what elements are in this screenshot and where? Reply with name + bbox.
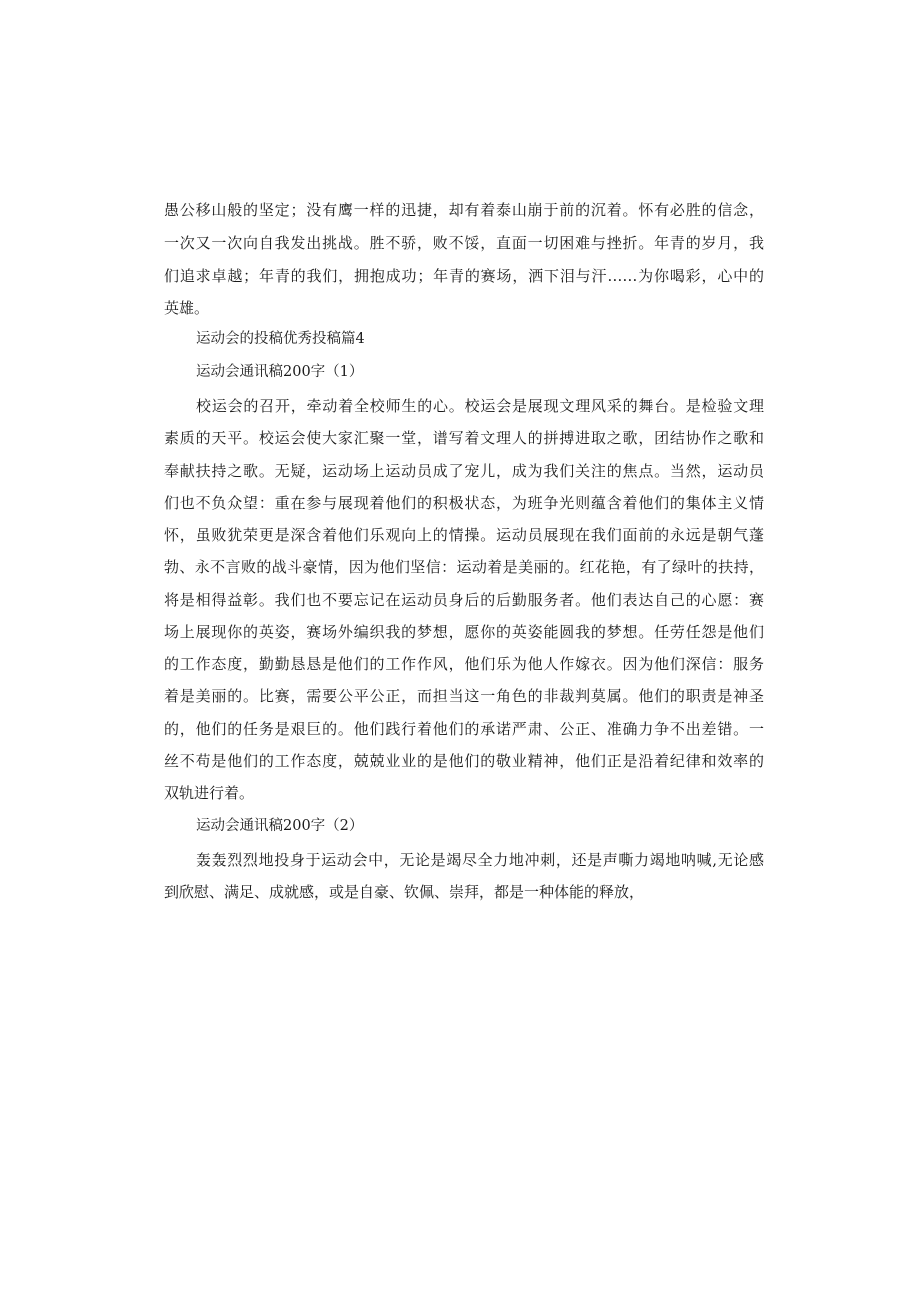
paragraph-line: 到欣慰、满足、成就感，或是自豪、钦佩、崇拜，都是一种体能的释放， bbox=[164, 883, 645, 901]
section-heading: 运动会的投稿优秀投稿篇4 bbox=[196, 331, 365, 347]
paragraph-line: 怀，虽败犹荣更是深含着他们乐观向上的情操。运动员展现在我们面前的永远是朝气蓬 bbox=[164, 526, 764, 544]
paragraph-line: 们追求卓越；年青的我们，拥抱成功；年青的赛场，洒下泪与汗……为你喝彩，心中的 bbox=[164, 267, 764, 285]
paragraph-line: 愚公移山般的坚定；没有鹰一样的迅捷，却有着泰山崩于前的沉着。怀有必胜的信念， bbox=[164, 201, 764, 219]
paragraph-line: 奉献扶持之歌。无疑，运动场上运动员成了宠儿，成为我们关注的焦点。当然，运动员 bbox=[164, 462, 764, 480]
paragraph-line: 校运会的召开，牵动着全校师生的心。校运会是展现文理风采的舞台。是检验文理 bbox=[196, 397, 764, 415]
paragraph-line: 的，他们的任务是艰巨的。他们践行着他们的承诺严肃、公正、准确力争不出差错。一 bbox=[164, 720, 764, 738]
subsection-heading: 运动会通讯稿200字（1） bbox=[196, 364, 364, 380]
paragraph-line: 场上展现你的英姿，赛场外编织我的梦想，愿你的英姿能圆我的梦想。任劳任怨是他们 bbox=[164, 623, 764, 641]
subsection-heading: 运动会通讯稿200字（2） bbox=[196, 818, 364, 834]
paragraph-line: 们也不负众望：重在参与展现着他们的积极状态，为班争光则蕴含着他们的集体主义情 bbox=[164, 494, 764, 512]
paragraph-line: 勃、永不言败的战斗豪情，因为他们坚信：运动着是美丽的。红花艳，有了绿叶的扶持， bbox=[164, 558, 764, 576]
paragraph-line: 丝不苟是他们的工作态度，兢兢业业的是他们的敬业精神，他们正是沿着纪律和效率的 bbox=[164, 752, 764, 770]
paragraph-line: 双轨进行着。 bbox=[164, 784, 255, 802]
paragraph-line: 将是相得益彰。我们也不要忘记在运动员身后的后勤服务者。他们表达自己的心愿：赛 bbox=[164, 591, 764, 609]
paragraph-line: 轰轰烈烈地投身于运动会中，无论是竭尽全力地冲刺，还是声嘶力竭地呐喊,无论感 bbox=[196, 851, 764, 869]
paragraph-line: 着是美丽的。比赛，需要公平公正，而担当这一角色的非裁判莫属。他们的职责是神圣 bbox=[164, 687, 764, 705]
paragraph-line: 的工作态度，勤勤恳恳是他们的工作作风，他们乐为他人作嫁衣。因为他们深信：服务 bbox=[164, 655, 764, 673]
paragraph-line: 素质的天平。校运会使大家汇聚一堂，谱写着文理人的拼搏进取之歌，团结协作之歌和 bbox=[164, 429, 764, 447]
paragraph-line: 英雄。 bbox=[164, 299, 210, 317]
paragraph-line: 一次又一次向自我发出挑战。胜不骄，败不馁，直面一切困难与挫折。年青的岁月，我 bbox=[164, 234, 764, 252]
